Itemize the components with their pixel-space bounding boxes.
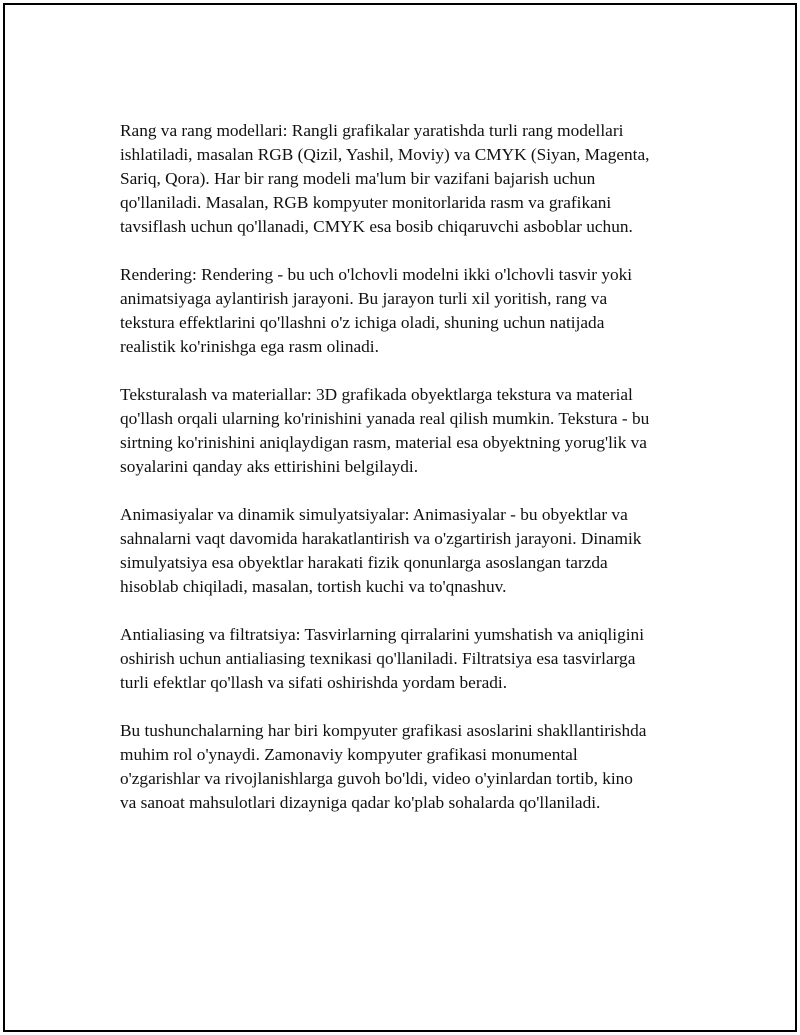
- text-line: Teksturalash va materiallar: 3D grafikada obyektlarga tekstura va material: [120, 385, 633, 404]
- text-line: Rang va rang modellari: Rangli grafikalar yaratishda turli rang modellari: [120, 121, 624, 140]
- text-line: animatsiyaga aylantirish jarayoni. Bu jarayon turli xil yoritish, rang va: [120, 289, 608, 308]
- text-line: turli efektlar qo'llash va sifati oshirishda yordam beradi.: [120, 673, 508, 692]
- text-line: tekstura effektlarini qo'llashni o'z ichiga oladi, shuning uchun natijada: [120, 313, 605, 332]
- text-line: ishlatiladi, masalan RGB (Qizil, Yashil, Moviy) va CMYK (Siyan, Magenta,: [120, 145, 650, 164]
- text-line: oshirish uchun antialiasing texnikasi qo'llaniladi. Filtratsiya esa tasvirlarga: [120, 649, 636, 668]
- text-line: Sariq, Qora). Har bir rang modeli ma'lum bir vazifani bajarish uchun: [120, 169, 596, 188]
- text-line: simulyatsiya esa obyektlar harakati fizik qonunlarga asoslangan tarzda: [120, 553, 608, 572]
- text-line: Animasiyalar va dinamik simulyatsiyalar: Animasiyalar - bu obyektlar va: [120, 505, 628, 524]
- document-body: [120, 119, 720, 839]
- paragraph-texturing: [120, 383, 720, 479]
- text-line: Rendering: Rendering - bu uch o'lchovli modelni ikki o'lchovli tasvir yoki: [120, 265, 633, 284]
- text-line: sirtning ko'rinishini aniqlaydigan rasm, material esa obyektning yorug'lik va: [120, 433, 647, 452]
- text-line: hisoblab chiqiladi, masalan, tortish kuchi va to'qnashuv.: [120, 577, 507, 596]
- text-line: o'zgarishlar va rivojlanishlarga guvoh bo'ldi, video o'yinlardan tortib, kino: [120, 769, 633, 788]
- text-line: Antialiasing va filtratsiya: Tasvirlarning qirralarini yumshatish va aniqligini: [120, 625, 644, 644]
- text-line: qo'llash orqali ularning ko'rinishini yanada real qilish mumkin. Tekstura - bu: [120, 409, 650, 428]
- text-line: muhim rol o'ynaydi. Zamonaviy kompyuter grafikasi monumental: [120, 745, 578, 764]
- paragraph-animation: [120, 503, 720, 599]
- text-line: soyalarini qanday aks ettirishini belgilaydi.: [120, 457, 419, 476]
- text-line: sahnalarni vaqt davomida harakatlantirish va o'zgartirish jarayoni. Dinamik: [120, 529, 642, 548]
- text-line: va sanoat mahsulotlari dizayniga qadar ko'plab sohalarda qo'llaniladi.: [120, 793, 601, 812]
- page-border: [3, 3, 797, 1032]
- text-line: Bu tushunchalarning har biri kompyuter grafikasi asoslarini shakllantirishda: [120, 721, 647, 740]
- text-line: qo'llaniladi. Masalan, RGB kompyuter monitorlarida rasm va grafikani: [120, 193, 612, 212]
- text-line: tavsiflash uchun qo'llanadi, CMYK esa bosib chiqaruvchi asboblar uchun.: [120, 217, 633, 236]
- paragraph-conclusion: [120, 719, 720, 815]
- paragraph-color-models: [120, 119, 720, 239]
- paragraph-antialiasing: [120, 623, 720, 695]
- paragraph-rendering: [120, 263, 720, 359]
- text-line: realistik ko'rinishga ega rasm olinadi.: [120, 337, 379, 356]
